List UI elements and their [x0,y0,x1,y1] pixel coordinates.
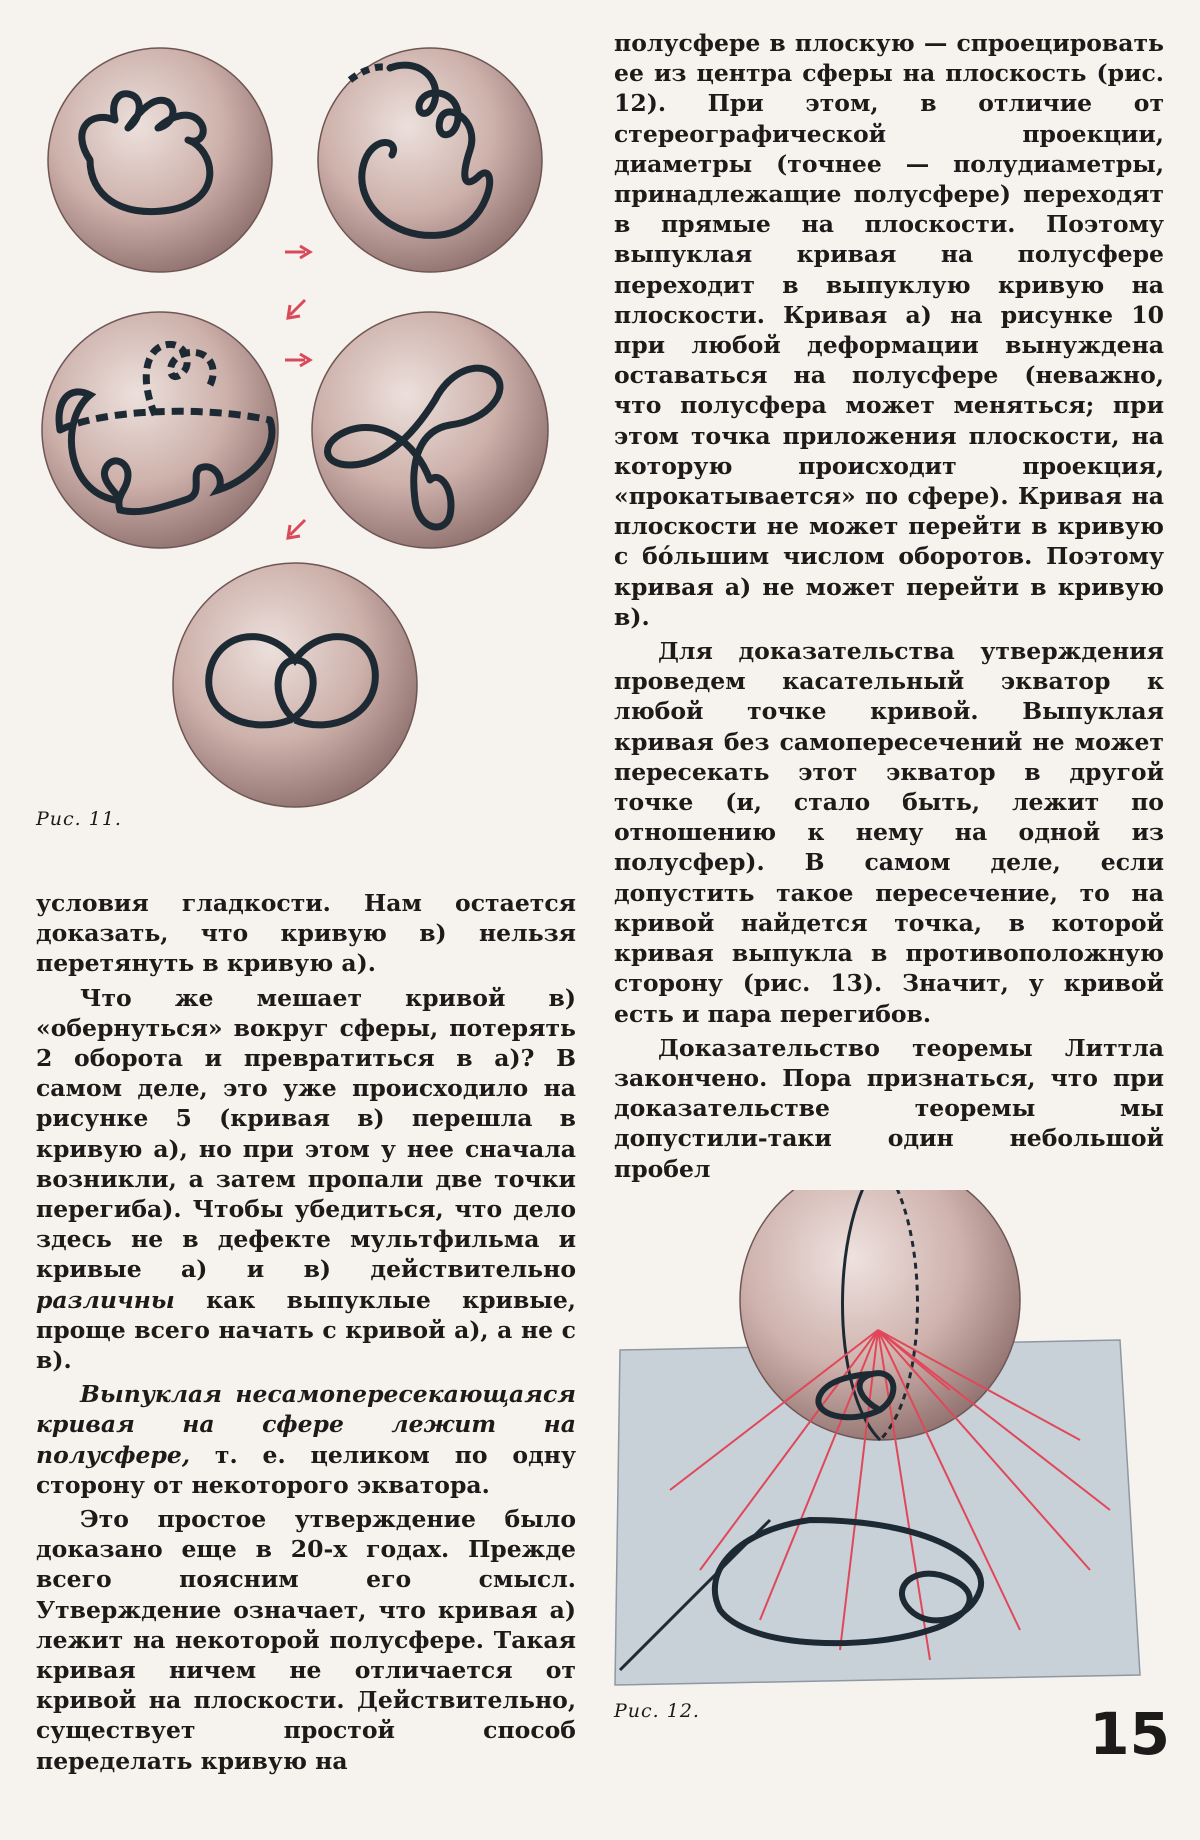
sphere-5 [173,563,417,807]
figure-11-caption: Рис. 11. [36,808,122,830]
figure-12 [610,1190,1170,1700]
arrow-right-1 [285,246,310,258]
paragraph: Доказательство теоремы Литтла закончено. Пора признаться, что при доказательстве теоремы мы допустили-таки один небольшой пробел [614,1033,1164,1183]
sphere-3 [42,312,278,548]
figure-11 [20,20,580,820]
page-number: 15 [1089,1700,1170,1768]
sphere-4 [312,312,548,548]
paragraph: Что же мешает кривой в) «обернуться» вокруг сферы, потерять 2 оборота и превратиться в а)? В самом деле, это уже происходило на рисунке 5 (кривая в) перешла в кривую а), но при этом у нее сначала возникли, а затем пропали две точки перегиба). Чтобы убедиться, что дело здесь не в дефекте мультфильма и кривые а) и в) действительно различны как выпуклые кривые, проще всего начать с кривой а), а не с в). [36,983,576,1375]
sphere-2 [318,48,542,272]
arrow-right-2 [285,354,310,366]
arrow-down-left-1 [288,300,305,318]
sphere-1 [48,48,272,272]
paragraph: Это простое утверждение было доказано еще в 20-х годах. Прежде всего поясним его смысл. Утверждение означает, что кривая а) лежит на некоторой полусфере. Такая кривая ничем не отличается от кривой на плоскости. Действительно, существует простой способ переделать кривую на [36,1505,576,1775]
figure-12-caption: Рис. 12. [614,1700,700,1722]
paragraph: Выпуклая несамопересекающаяся кривая на сфере лежит на полусфере, т. е. целиком по одну сторону от некоторого экватора. [36,1380,576,1499]
paragraph: Для доказательства утверждения проведем касательный экватор к любой точке кривой. Выпуклая кривая без самопересечений не может пересекать этот экватор в другой точке (и, стало быть, лежит по отношению к нему на одной из полусфер). В самом деле, если допустить такое пересечение, то на кривой найдется точка, в которой кривая выпукла в противоположную сторону (рис. 13). Значит, у кривой есть и пара перегибов. [614,637,1164,1028]
arrow-down-left-2 [288,520,305,538]
paragraph: условия гладкости. Нам остается доказать, что кривую в) нельзя перетянуть в кривую а). [36,889,576,978]
paragraph: полусфере в плоскую — спроецировать ее из центра сферы на плоскость (рис. 12). При этом, в отличие от стереографической проекции, диаметры (точнее — полудиаметры, принадлежащие полусфере) переходят в прямые на плоскости. Поэтому выпуклая кривая на полусфере переходит в выпуклую кривую на плоскости. Кривая а) на рисунке 10 при любой деформации вынуждена оставаться на полусфере (неважно, что полусфера может меняться; при этом точка приложения плоскости, на которую происходит проекция, «прокатывается» по сфере). Кривая на плоскости не может перейти в кривую с бо́льшим числом оборотов. Поэтому кривая а) не может перейти в кривую в). [614,29,1164,631]
right-column [614,28,1164,1184]
left-column [36,888,576,1776]
